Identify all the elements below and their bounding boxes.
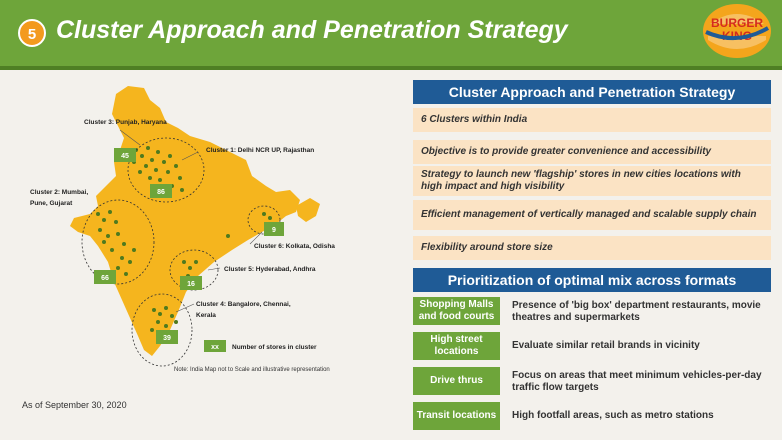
cluster-label-2b: Pune, Gujarat (30, 200, 73, 207)
india-northeast-shape (296, 198, 320, 222)
india-cluster-map (0, 72, 400, 392)
logo-text-king: KING (722, 29, 752, 43)
cluster-label-1: Cluster 1: Delhi NCR UP, Rajasthan (206, 147, 315, 154)
legend-box-text: xx (211, 344, 219, 351)
cluster-label-6: Cluster 6: Kolkata, Odisha (254, 243, 335, 250)
map-note: Note: India Map not to Scale and illustrative representation (174, 367, 330, 373)
format-label: Transit locations (413, 402, 500, 430)
format-desc: Evaluate similar retail brands in vicinity (512, 340, 700, 351)
svg-text:16: 16 (187, 281, 195, 288)
strategy-row: Flexibility around store size (413, 236, 771, 260)
count-box-cluster-1 (150, 184, 172, 198)
svg-text:66: 66 (101, 275, 109, 282)
count-box-cluster-3 (114, 148, 136, 162)
page-title: Cluster Approach and Penetration Strategy (56, 16, 568, 44)
svg-text:45: 45 (121, 153, 129, 160)
cluster-label-4: Cluster 4: Bangalore, Chennai, (196, 301, 291, 308)
section-number-badge: 5 (18, 19, 46, 47)
format-label: Shopping Malls and food courts (413, 297, 500, 325)
format-label: Drive thrus (413, 367, 500, 395)
strategy-row: Efficient management of vertically managed and scalable supply chain (413, 200, 771, 230)
svg-text:9: 9 (272, 227, 276, 234)
burger-king-logo (700, 2, 774, 60)
cluster-label-3: Cluster 3: Punjab, Haryana (84, 119, 167, 126)
count-box-cluster-5 (180, 276, 202, 290)
logo-text-burger: BURGER (710, 16, 764, 30)
strategy-row: Objective is to provide greater convenience and accessibility (413, 140, 771, 164)
svg-text:86: 86 (157, 189, 165, 196)
map-legend (204, 340, 317, 352)
strategy-heading: Cluster Approach and Penetration Strategy (413, 80, 771, 104)
count-box-cluster-6 (264, 222, 284, 236)
format-desc: High footfall areas, such as metro stations (512, 410, 714, 421)
formats-heading: Prioritization of optimal mix across formats (413, 268, 771, 292)
count-box-cluster-4 (156, 330, 178, 344)
format-desc: Focus on areas that meet minimum vehicles-per-day traffic flow targets (512, 370, 762, 393)
footer-date: As of September 30, 2020 (22, 400, 127, 410)
svg-text:39: 39 (163, 335, 171, 342)
count-box-cluster-2 (94, 270, 116, 284)
strategy-row: Strategy to launch new 'flagship' stores in new cities locations with high impact and high visibility (413, 166, 771, 196)
cluster-label-4b: Kerala (196, 312, 216, 319)
strategy-row: 6 Clusters within India (413, 108, 771, 132)
cluster-label-5: Cluster 5: Hyderabad, Andhra (224, 266, 316, 273)
format-desc: Presence of 'big box' department restaurants, movie theatres and supermarkets (512, 300, 761, 323)
cluster-label-2: Cluster 2: Mumbai, (30, 189, 89, 196)
header-stripe (0, 66, 782, 70)
format-label: High street locations (413, 332, 500, 360)
legend-text: Number of stores in cluster (232, 344, 317, 351)
